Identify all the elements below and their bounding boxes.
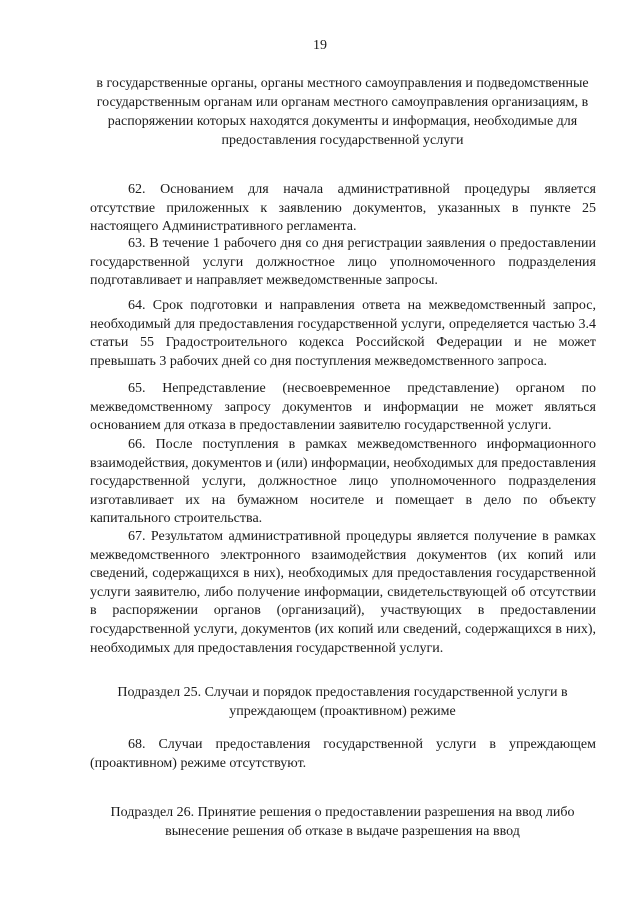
section-intro-heading: в государственные органы, органы местного самоуправления и подведомственные государственным органам или органам местного самоуправления организациям, в распоряжении которых находятся документы и информация, необходимые для предоставления государственной услуги <box>96 76 589 148</box>
paragraph-63: 63. В течение 1 рабочего дня со дня регистрации заявления о предоставлении государственной услуги должностное лицо уполномоченного подразделения подготавливает и направляет межведомственные запросы. <box>90 236 596 289</box>
paragraph-62: 62. Основанием для начала административной процедуры является отсутствие приложенных к заявлению документов, указанных в пункте 25 настоящего Административного регламента. <box>90 182 596 235</box>
subsection-25-heading: Подраздел 25. Случаи и порядок предоставления государственной услуги в упреждающем (проактивном) режиме <box>117 685 568 719</box>
page-number: 19 <box>313 38 327 53</box>
subsection-26-heading: Подраздел 26. Принятие решения о предоставлении разрешения на ввод либо вынесение решения об отказе в выдаче разрешения на ввод <box>110 805 575 839</box>
paragraph-68: 68. Случаи предоставления государственной услуги в упреждающем (проактивном) режиме отсутствуют. <box>90 737 596 771</box>
paragraph-67: 67. Результатом административной процедуры является получение в рамках межведомственного электронного взаимодействия документов (их копий или сведений, содержащихся в них), необходимых для предоставления государственной услуги заявителю, либо получение информации, свидетельствующей об отсутствии в распоряжении органов (организаций), участвующих в предоставлении государственной услуги, документов (их копий или сведений, содержащихся в них), необходимых для предоставления государственной услуги. <box>90 529 596 656</box>
paragraph-65: 65. Непредставление (несвоевременное представление) органом по межведомственному запросу документов и информации не может являться основанием для отказа в предоставлении заявителю государственной услуги. <box>90 381 596 434</box>
paragraph-66: 66. После поступления в рамках межведомственного информационного взаимодействия, документов и (или) информации, необходимых для предоставления государственной услуги, должностное лицо уполномоченного подразделения изготавливает их на бумажном носителе и помещает в дело по объекту капитального строительства. <box>90 437 596 527</box>
paragraph-64: 64. Срок подготовки и направления ответа на межведомственный запрос, необходимый для предоставления государственной услуги, определяется частью 3.4 статьи 55 Градостроительного кодекса Российской Федерации и не может превышать 3 рабочих дней со дня поступления межведомственного запроса. <box>90 298 596 369</box>
